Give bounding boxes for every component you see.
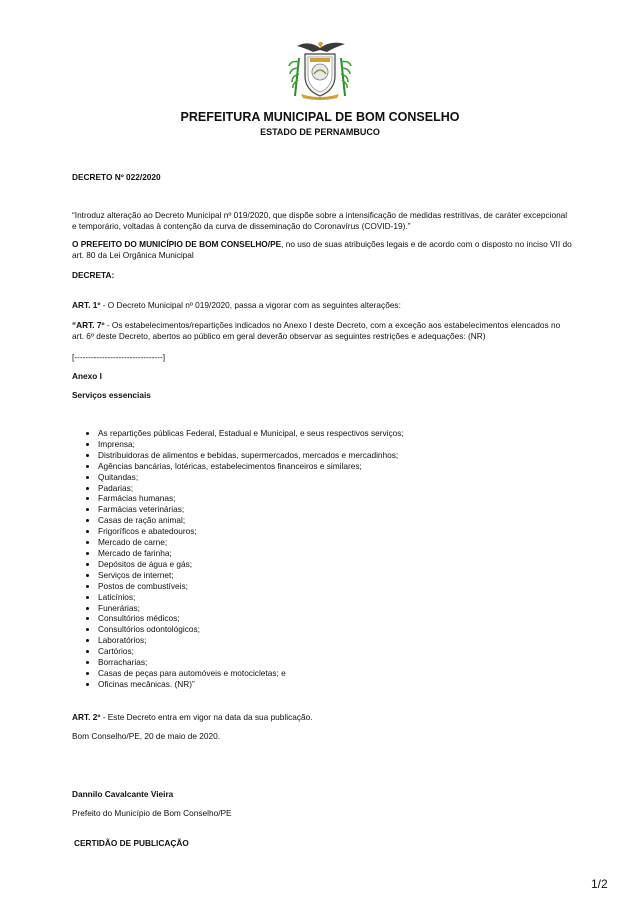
certidao-heading: CERTIDÃO DE PUBLICAÇÃO <box>74 838 189 848</box>
signer-role: Prefeito do Município de Bom Conselho/PE <box>72 808 232 818</box>
list-item: • Cartórios; <box>98 646 578 657</box>
list-item: • Casas de peças para automóveis e motocicletas; e <box>98 668 578 679</box>
decree-summary: “Introduz alteração ao Decreto Municipal nº 019/2020, que dispõe sobre a intensificação de medidas restritivas, de caráter excepcional e temporário, voltadas à contenção da curva de disseminação do Coronavírus (COVID-19).” <box>72 210 568 231</box>
list-item: • Distribuidoras de alimentos e bebidas, supermercados, mercados e mercadinhos; <box>98 450 578 461</box>
decree-preamble <box>72 239 572 261</box>
list-item: • Laticínios; <box>98 592 578 603</box>
list-item: • Mercado de carne; <box>98 537 578 548</box>
list-item: • Consultórios médicos; <box>98 613 578 624</box>
article-2 <box>72 712 572 723</box>
article-1-text: - O Decreto Municipal nº 019/2020, passa a vigorar com as seguintes alterações: <box>100 300 401 310</box>
decreta-heading: DECRETA: <box>72 270 115 280</box>
decree-number: DECRETO Nº 022/2020 <box>72 172 161 182</box>
list-item: • Farmácias humanas; <box>98 493 578 504</box>
list-item: • Depósitos de água e gás; <box>98 559 578 570</box>
article-1 <box>72 300 572 311</box>
separator-text: [--------------------------------] <box>72 352 166 362</box>
list-item: • Consultórios odontológicos; <box>98 624 578 635</box>
list-item: • As repartições públicas Federal, Estadual e Municipal, e seus respectivos serviços; <box>98 428 578 439</box>
list-item: • Mercado de farinha; <box>98 548 578 559</box>
article-7 <box>72 320 572 342</box>
list-item: • Oficinas mecânicas. (NR)” <box>98 679 578 690</box>
list-item: • Padarias; <box>98 483 578 494</box>
list-item: • Imprensa; <box>98 439 578 450</box>
article-2-label: ART. 2º <box>72 712 101 722</box>
municipal-crest-icon <box>287 36 353 100</box>
annex-title: Anexo I <box>72 371 102 381</box>
article-7-label: “ART. 7º <box>72 320 105 330</box>
list-item: • Funerárias; <box>98 603 578 614</box>
place-date: Bom Conselho/PE, 20 de maio de 2020. <box>72 731 221 741</box>
preamble-rest: , no uso de suas atribuições legais e de acordo com o disposto no inciso VII do art. 80 da Lei Orgânica Municipal <box>72 239 572 260</box>
page-subtitle: ESTADO DE PERNAMBUCO <box>260 127 380 137</box>
list-item: • Laboratórios; <box>98 635 578 646</box>
services-list <box>72 428 578 690</box>
article-1-label: ART. 1º <box>72 300 101 310</box>
article-2-text: - Este Decreto entra em vigor na data da sua publicação. <box>100 712 313 722</box>
list-item: • Agências bancárias, lotéricas, estabelecimentos financeiros e similares; <box>98 461 578 472</box>
preamble-bold: O PREFEITO DO MUNICÍPIO DE BOM CONSELHO/PE <box>72 239 282 249</box>
list-item: • Quitandas; <box>98 472 578 483</box>
signer-name: Dannilo Cavalcante Vieira <box>72 789 174 799</box>
list-item: • Serviços de internet; <box>98 570 578 581</box>
page-number: 1/2 <box>591 877 608 891</box>
list-item: • Casas de ração animal; <box>98 515 578 526</box>
list-item: • Frigoríficos e abatedouros; <box>98 526 578 537</box>
annex-subtitle: Serviços essenciais <box>72 390 151 400</box>
page-title: PREFEITURA MUNICIPAL DE BOM CONSELHO <box>180 110 460 124</box>
list-item: • Borracharias; <box>98 657 578 668</box>
article-7-text: - Os estabelecimentos/repartições indicados no Anexo I deste Decreto, com a exceção aos estabelecimentos elencados no art. 6º deste Decreto, abertos ao público em geral deverão observar as seguintes restrições e adequações: (NR) <box>72 320 561 341</box>
list-item: • Postos de combustíveis; <box>98 581 578 592</box>
list-item: • Farmácias veterinárias; <box>98 504 578 515</box>
